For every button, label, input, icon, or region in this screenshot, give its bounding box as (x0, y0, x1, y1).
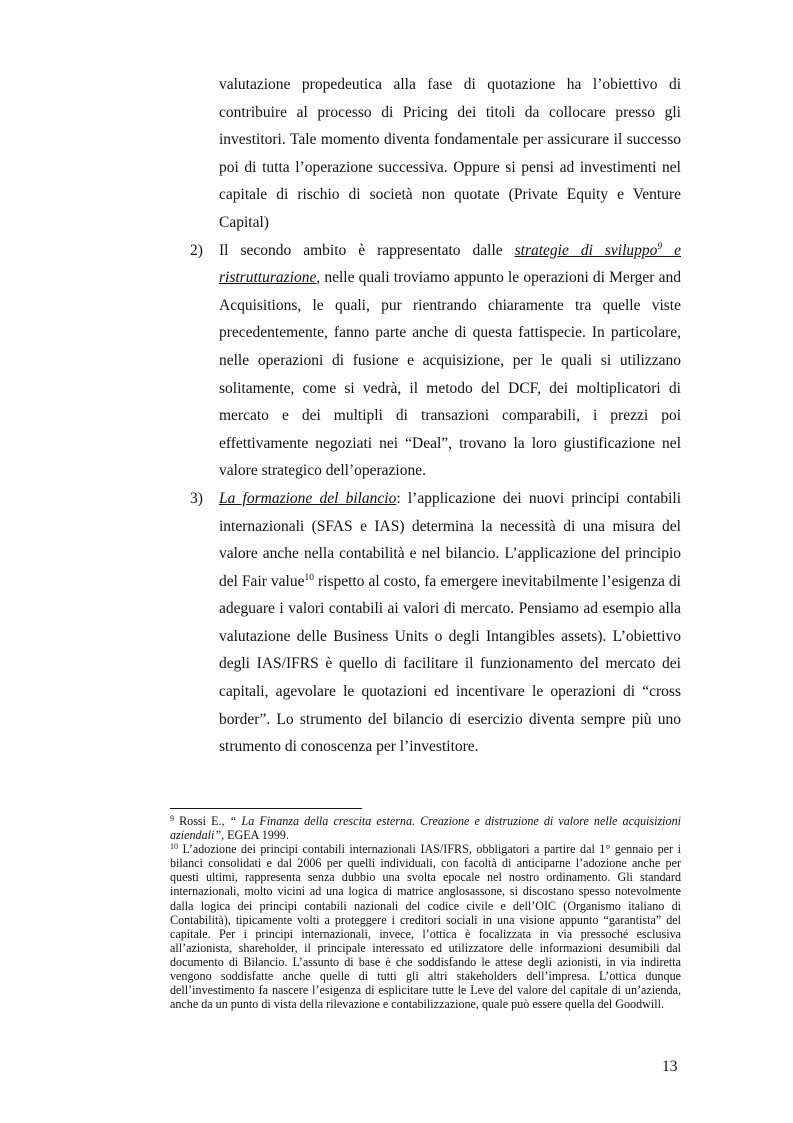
footnote-ref-10[interactable]: 10 (304, 572, 314, 583)
list-item-text: rispetto al costo, fa emergere inevitabilmente l’esigenza di adeguare i valori contabili ai valori di mercato. Pensiamo ad esempio alla valutazione delle Business Units o degli Intangibles assets). L’obiettivo degli IAS/IFRS è quello di facilitare il funzionamento del mercato dei capitali, agevolare le quotazioni ed incentivare le operazioni di “cross border”. Lo strumento del bilancio di esercizio diventa sempre più uno strumento di conoscenza per l’investitore. (219, 572, 681, 756)
list-item-3 (188, 485, 681, 761)
main-text (188, 71, 681, 761)
page-number: 13 (662, 1058, 678, 1075)
footnote-mark: 10 (170, 842, 178, 852)
footnotes (170, 814, 681, 1011)
footnote-title: “ La Finanza della crescita esterna. Creazione e distruzione di valore nelle acquisizioni aziendali” (170, 814, 681, 843)
footnote-9 (170, 814, 681, 842)
list-item-text: , nelle quali troviamo appunto le operazioni di Merger and Acquisitions, le quali, pur rientrando chiaramente tra quelle viste precedentemente, fanno parte anche di questa fattispecie. In particolare, nelle operazioni di fusione e acquisizione, per le quali si utilizzano solitamente, come si vedrà, il metodo del DCF, dei moltiplicatori di mercato e dei multipli di transazioni comparabili, i prezzi poi effettivamente negoziati nei “Deal”, trovano la loro giustificazione nel valore strategico dell’operazione. (219, 269, 681, 480)
list-item-text: : l’applicazione dei nuovi principi contabili internazionali (SFAS e IAS) determina la necessità di una misura del valore anche nella contabilità e nel bilancio. L’applicazione del principio del Fair value (219, 489, 682, 590)
footnote-mark: 9 (170, 814, 174, 823)
paragraph-continuation (188, 71, 681, 237)
emphasis-formazione-bilancio: La formazione del bilancio (219, 489, 397, 507)
footnote-text: L’adozione dei principi contabili internazionali IAS/IFRS, obbligatori a partire dal 1° gennaio per i bilanci consolidati e dal 2006 per quelli individuali, con facoltà di anticiparne l’adozione anche per questi ultimi, rappresenta senza dubbio una svolta epocale nel nostro ordinamento. Gli standard internazionali, molto vicini ad una logica di matrice anglosassone, si discostano spesso notevolmente dalla logica dei principi contabili nazionali del codice civile e dell’OIC (Organismo italiano di Contabilità), tipicamente volti a proteggere i creditori sociali in una visione appunto “garantista” del capitale. Per i principi internazionali, invece, l’ottica è focalizzata in via pressoché esclusiva all’azionista, shareholder, il principale interessato ed utilizzatore delle informazioni desumibili dal documento di Bilancio. L’assunto di base è che soddisfando le attese degli azionisti, in via indiretta vengono soddisfatte anche quelle di tutti gli altri stakeholders dell’impresa. L’ottica dunque dell’investimento fa nascere l’esigenza di esplicitare tutte le Leve del valore del capitale di un’azienda, anche da un punto di vista della rilevazione e contabilizzazione, quale può essere quella del Goodwill. (170, 842, 681, 1012)
list-number: 2) (190, 241, 203, 259)
paragraph-text: valutazione propedeutica alla fase di quotazione ha l’obiettivo di contribuire al processo di Pricing dei titoli da collocare presso gli investitori. Tale momento diventa fondamentale per assicurare il successo poi di tutta l’operazione successiva. Oppure si pensi ad investimenti nel capitale di rischio di società non quotate (Private Equity e Venture Capital) (219, 76, 681, 231)
footnote-10 (170, 842, 681, 1011)
list-number: 3) (190, 489, 203, 507)
list-item-2 (188, 237, 681, 485)
list-item-text: Il secondo ambito è rappresentato dalle (219, 241, 515, 259)
footnote-tail: , EGEA 1999. (221, 828, 289, 843)
footnote-ref-9[interactable]: 9 (657, 241, 663, 252)
footnote-divider (170, 808, 362, 809)
footnote-author: Rossi E., (174, 814, 230, 828)
emphasis-text: e ristrutturazione (219, 241, 681, 287)
emphasis-text: strategie di sviluppo (514, 241, 658, 259)
